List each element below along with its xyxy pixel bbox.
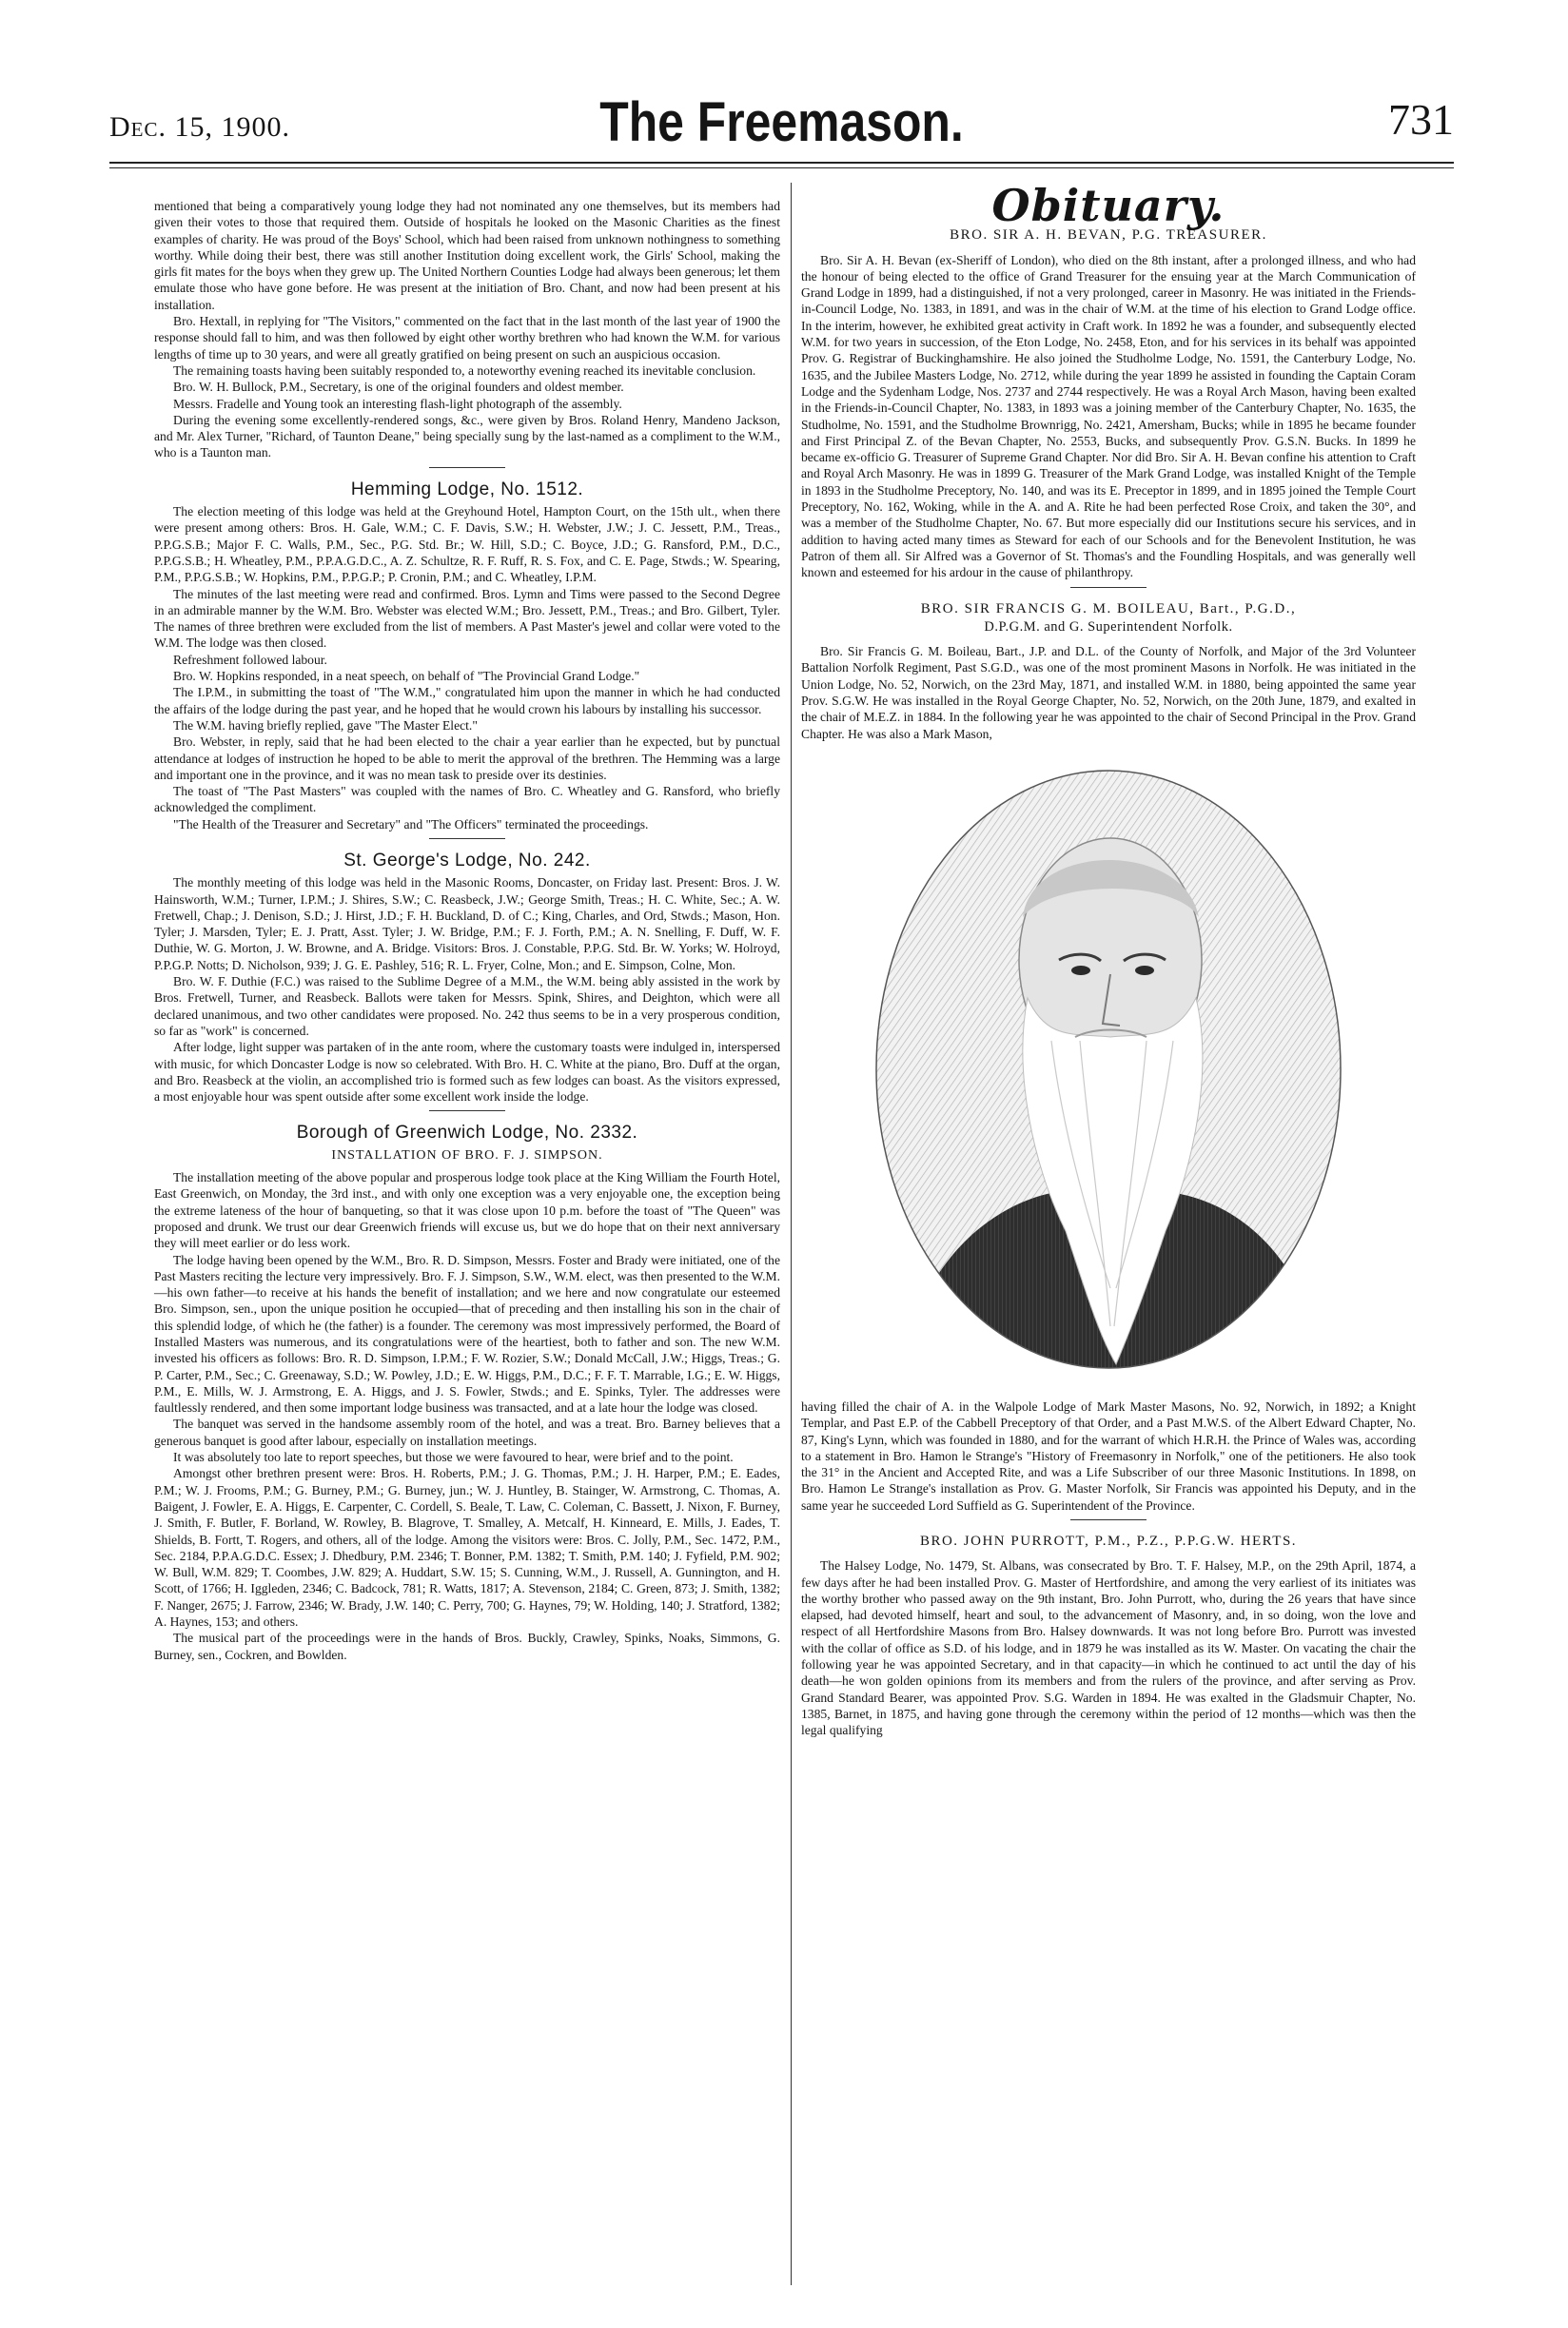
paragraph: It was absolutely too late to report speeches, but those we were favoured to hear, were brief and to the point.	[173, 1450, 734, 1465]
issue-date: Dec. 15, 1900.	[109, 111, 290, 143]
paragraph: Amongst other brethren present were: Bros. H. Roberts, P.M.; J. G. Thomas, P.M.; J. H. Harper, P.M.; E. Eades, P.M.; W. J. Frooms, P.M.; G. Burney, P.M.; G. Burney, jun.; W. J. Huntley, B. Stainger, W. Armstrong, C. Thomas, A. Baigent, J. Fowler, E. A. Higgs, E. Carpenter, C. Cordell, S. Beale, T. Law, C. Coleman, C. Bassett, J. Nixon, F. Burney, J. Smith, F. Butler, F. Borland, W. Rowley, B. Blagrove, T. Smalley, A. Metcalf, H. Kinneard, E. Mills, J. Eades, T. Shields, B. Fortt, T. Rogers, and others, all of the lodge. Among the visitors were: Bros. C. Jolly, P.M., Sec. 1472, P.M., Sec. 2184, P.P.A.G.D.C. Essex; J. Dhedbury, P.M. 2346; T. Bonner, P.M. 1382; T. Smith, P.M. 140; J. Fyfield, P.M. 902; W. Bull, W.M. 829; T. Coombes, J.W. 829; A. Huddart, S.W. 15; S. Cunning, W.M., J. Russell, A. Gunnington, and H. Scott, of 1766; H. Iggleden, 2346; C. Badcock, 781; R. Watts, 1817; A. Stevenson, 2184; C. Green, 873; J. Smith, 1382; F. Nanger, 2675; J. Farrow, 2346; W. Brady, J.W. 140; C. Perry, 700; G. Haynes, 79; W. Holding, 140; J. Stratford, 1382; A. Haynes, 153; and others.	[154, 1466, 780, 1630]
obituary-heading: BRO. SIR FRANCIS G. M. BOILEAU, Bart., P.G.D.,	[920, 600, 1297, 616]
st-georges-lodge-article	[154, 852, 780, 1105]
paragraph: The election meeting of this lodge was held at the Greyhound Hotel, Hampton Court, on the 15th ult., when there were present among others: Bros. H. Gale, W.M.; C. F. Davis, S.W.; H. Webster, J.W.; J. C. Jessett, P.M., Treas., P.P.G.S.B.; Major F. C. Walls, P.M., Sec., P.G. Std. Br.; W. Hill, S.D.; C. Boyce, J.D.; G. Ransford, P.M., D.C., P.P.G.S.B.; H. Wheatley, P.M., P.P.A.G.D.C., A. Z. Schultze, R. F. Ruff, R. S. Fox, and C. E. Page, Stwds.; W. Spearing, P.M., P.P.G.S.B.; W. Hopkins, P.M., P.P.G.P.; P. Cronin, P.M.; and C. Wheatley, I.P.M.	[154, 504, 780, 585]
right-column	[801, 180, 1416, 1739]
boileau-obituary	[801, 601, 1416, 1514]
paragraph: Bro. Sir A. H. Bevan (ex-Sheriff of London), who died on the 8th instant, after a prolonged illness, and who had the honour of being elected to the office of Grand Treasurer for the ensuing year at the March Communication of Grand Lodge in 1899, had a distinguished, if not a very prolonged, career in Masonry. He was initiated in the Friends-in-Council Lodge, No. 1383, in 1891, and was in the chair of W.M. at the time of his election to Grand Lodge office. In the interim, however, he exhibited great activity in Craft work. In 1892 he was a founder, and subsequently elected W.M. for two years in succession, of the Eton Lodge, No. 2458, Eton, and for his services in its behalf was appointed Prov. G. Registrar of Buckinghamshire. He also joined the Studholme Lodge, No. 1591, the Canterbury Lodge, No. 1635, and the Jubilee Masters Lodge, No. 2712, while during the year 1899 he assisted in founding the Captain Coram Lodge and the Sydenham Lodge, Nos. 2737 and 2744 respectively. He was a Royal Arch Mason, having been exalted in the Friends-in-Council Chapter, No. 1383, in 1893 was a joining member of the Canterbury Chapter, No. 1635, the Studholme, No. 1591, and the Studholme Brownrigg, No. 2421, Amersham, Bucks; while in 1895 he became founder and First Principal Z. of the Bevan Chapter, No. 2553, Bucks, and subsequently Prov. G.S.N. Bucks. In 1899 he became ex-officio G. Treasurer of Supreme Grand Chapter. Nor did Bro. Sir A. H. Bevan confine his attention to Craft and Royal Arch Masonry. He was in 1899 G. Treasurer of the Mark Grand Lodge, was installed Knight of the Temple in 1893 in the Studholme Preceptory, No. 140, and was its E. Preceptor in 1899, and in 1895 joined the Temple Court Preceptory, No. 162, Woking, while in the A. and A. Rite he had been perfected Rose Croix, and taken the 30°, and was a member of the Studholme Chapter, No. 67. But more especially did our Institutions secure his services, and in addition to having acted many times as Steward for each of our Schools and for the Benevolent Institution, he was Patron of them all. Sir Alfred was a Governor of St. Thomas's and the Foundling Hospitals, and was generally well known and esteemed for his ardour in the cause of philanthropy.	[801, 252, 1416, 580]
paragraph: "The Health of the Treasurer and Secretary" and "The Officers" terminated the proceedings.	[173, 816, 649, 831]
paragraph: The monthly meeting of this lodge was held in the Masonic Rooms, Doncaster, on Friday last. Present: Bros. J. W. Hainsworth, W.M.; Turner, I.P.M.; J. Shires, S.W.; C. Reasbeck, J.W.; George Smith, Treas.; H. C. White, Sec.; A. W. Fretwell, Chap.; J. Denison, S.D.; J. Hirst, J.D.; F. H. Buckland, D. of C.; King, Charles, and Ord, Stwds.; Mason, Hon. Tyler; J. Marsden, Tyler; E. J. Pratt, Asst. Tyler; J. W. Bridge, P.M.; F. J. Forth, P.M.; A. N. Snelling, F. Duff, W. F. Duthie, W. G. Morton, J. W. Browne, and A. Bridge. Visitors: Bros. J. Constable, P.P.G. Std. Br. W. Yorks; W. Holroyd, P.P.G.P. Notts; D. Nicholson, 939; J. G. E. Pashley, 516; R. L. Fryer, Colne, Mon.; and E. Simpson, Colne, Mon.	[154, 875, 780, 972]
paragraph: Bro. W. F. Duthie (F.C.) was raised to the Sublime Degree of a M.M., the W.M. being ably assisted in the work by Bros. Fretwell, Turner, and Reasbeck. Ballots were taken for Messrs. Spink, Shires, and Deighton, which were all declared unanimous, and two other candidates were proposed. No. 242 thus seems to be in a very prosperous condition, so far as "work" is concerned.	[154, 974, 780, 1038]
paragraph: The Halsey Lodge, No. 1479, St. Albans, was consecrated by Bro. T. F. Halsey, M.P., on the 29th April, 1874, a few days after he had been installed Prov. G. Master of Hertfordshire, and among the very earliest of its initiates was the worthy brother who passed away on the 9th instant, Bro. John Purrott, who, during the 26 years that have since elapsed, had devoted himself, heart and soul, to the advancement of Masonry, and, in so doing, won the love and respect of all Hertfordshire Masons from Bro. Halsey downwards. It was not long before Bro. Purrott was invested with the collar of office as S.D. of his lodge, and in 1879 he was installed as its W. Master. On vacating the chair the following year he was appointed Secretary, and in that capacity—in which he continued to act until the day of his death—he won golden opinions from its members and from the rulers of the province, and after serving as Prov. Grand Standard Bearer, was appointed Prov. S.G. Warden in 1894. He was exalted in the Gladsmuir Chapter, No. 1385, Barnet, in 1875, and having gone through the ceremony within the period of 12 months—which was then the legal qualifying	[801, 1558, 1416, 1738]
masthead	[109, 90, 1454, 159]
paragraph: The minutes of the last meeting were read and confirmed. Bros. Lymn and Tims were passed to the Second Degree in an admirable manner by the W.M. Bro. Webster was elected W.M.; Bro. Jessett, P.M., Treas.; and Bro. Gilbert, Tyler. The names of three brethren were excluded from the list of members. A Past Master's jewel and collar were voted to the W.M. The lodge was then closed.	[154, 586, 780, 651]
paragraph: Bro. Webster, in reply, said that he had been elected to the chair a year earlier than he expected, but by punctual attendance at lodges of instruction he hoped to be able to merit the approval of the brethren. The Hemming was a large and important one in the province, and it was no mean task to preside over its destinies.	[154, 734, 780, 782]
bevan-obituary	[801, 227, 1416, 580]
section-rule	[1070, 1519, 1147, 1520]
paragraph: The banquet was served in the handsome assembly room of the hotel, and was a treat. Bro. Barney believes that a generous banquet is good after labour, especially on installation meetings.	[154, 1417, 780, 1448]
paragraph: having filled the chair of A. in the Walpole Lodge of Mark Master Masons, No. 92, Norwich, in 1892; a Knight Templar, and Past E.P. of the Cabbell Preceptory of that Order, and a Past M.W.S. of the Albert Edward Chapter, No. 87, King's Lynn, which was founded in 1880, and for the warrant of which H.R.H. the Prince of Wales was, according to a statement in Bro. Hamon le Strange's "History of Freemasonry in Norfolk," one of the petitioners. He also took the 31° in the Ancient and Accepted Rite, and was a Life Subscriber of our three Masonic Institutions. In 1898, on Bro. Hamon Le Strange's installation as Prov. G. Master Norfolk, Sir Francis was appointed his Deputy, and in the same year he succeeded Lord Suffield as G. Superintendent of the Province.	[801, 1399, 1416, 1513]
paragraph: The W.M. having briefly replied, gave "The Master Elect."	[173, 717, 478, 733]
paragraph: The toast of "The Past Masters" was coupled with the names of Bro. C. Wheatley and G. Ransford, who briefly acknowledged the compliment.	[154, 784, 780, 815]
obituary-heading: BRO. JOHN PURROTT, P.M., P.Z., P.P.G.W. HERTS.	[919, 1533, 1298, 1549]
paragraph: The musical part of the proceedings were in the hands of Bros. Buckly, Crawley, Spinks, Noaks, Simmons, G. Burney, sen., Cockren, and Bowlden.	[154, 1631, 780, 1662]
section-heading: Borough of Greenwich Lodge, No. 2332.	[296, 1123, 638, 1144]
paragraph: Bro. Sir Francis G. M. Boileau, Bart., J.P. and D.L. of the County of Norfolk, and Major of the 3rd Volunteer Battalion Norfolk Regiment, Past S.G.D., was one of the most prominent Masons in Norfolk. He was initiated in the Union Lodge, No. 52, Norwich, on the 23rd May, 1871, and installed W.M. in 1880, being appointed the same year Prov. S.G.W. He was installed in the Royal George Chapter, No. 52, Norwich, on the 20th June, 1879, and exalted in the chair of M.E.Z. in 1884. In the following year he was appointed to the chair of Second Principal in the Prov. Grand Chapter. He was also a Mark Mason,	[801, 644, 1416, 741]
paragraph: mentioned that being a comparatively young lodge they had not nominated any one themselves, but its members had given their votes to those that required them. Outside of hospitals he looked on the Masonic Charities as the finest examples of charity. He was proud of the Boys' School, which had been raised from unknown nothingness to something worthy. While doing their best, there was still another Institution doing excellent work, the Girls' School, making the girls fit mates for the boys when they grew up. The United Northern Counties Lodge had always been generous; let them emulate those who have gone before. He was present at the initiation of Bro. Chant, and now had been present at his installation.	[154, 199, 780, 312]
paragraph: Refreshment followed labour.	[173, 652, 327, 667]
section-heading: St. George's Lodge, No. 242.	[343, 850, 591, 871]
obituary-title: Obituary.	[991, 180, 1225, 231]
section-subheading: INSTALLATION OF BRO. F. J. SIMPSON.	[331, 1147, 603, 1163]
paragraph: Bro. W. H. Bullock, P.M., Secretary, is one of the original founders and oldest member.	[173, 380, 624, 395]
paragraph: The installation meeting of the above popular and prosperous lodge took place at the King William the Fourth Hotel, East Greenwich, on Monday, the 3rd inst., and with only one exception was a very enjoyable one, the exception being the extreme lateness of the hour of banqueting, so that it was close upon 10 p.m. before the toast of "The Queen" was proposed and drunk. We trust our dear Greenwich friends will excuse us, but we do hope that on their next anniversary they will meet earlier or do less work.	[154, 1170, 780, 1251]
section-rule	[1070, 587, 1147, 588]
paragraph: During the evening some excellently-rendered songs, &c., were given by Bros. Roland Henry, Mandeno Jackson, and Mr. Alex Turner, "Richard, of Taunton Deane," being specially sung by the last-named as a compliment to the W.M., who is a Taunton man.	[154, 412, 780, 460]
header-rule	[109, 162, 1454, 164]
paragraph: The I.P.M., in submitting the toast of "The W.M.," congratulated him upon the manner in which he had conducted the affairs of the lodge during the past year, and he hoped that he would crown his labours by installing his successor.	[154, 685, 780, 716]
header-rule-thin	[109, 167, 1454, 168]
intro-article	[154, 198, 780, 461]
paragraph: The remaining toasts having been suitably responded to, a noteworthy evening reached its inevitable conclusion.	[173, 362, 756, 378]
page-number: 731	[1388, 95, 1454, 144]
paragraph: After lodge, light supper was partaken of in the ante room, where the customary toasts were indulged in, interspersed with music, for which Doncaster Lodge is now so celebrated. With Bro. H. C. White at the piano, Bro. Duff at the organ, and Bro. Reasbeck at the violin, an accomplished trio is formed such as few lodges can boast. As the visitors expressed, a most enjoyable hour was spent outside after some excellent work inside the lodge.	[154, 1040, 780, 1105]
paragraph: Bro. W. Hopkins responded, in a neat speech, on behalf of "The Provincial Grand Lodge."	[173, 669, 640, 684]
section-rule	[429, 467, 505, 468]
section-heading: Hemming Lodge, No. 1512.	[350, 479, 584, 499]
left-column	[154, 198, 780, 1663]
paragraph: Messrs. Fradelle and Young took an interesting flash-light photograph of the assembly.	[173, 396, 622, 411]
column-divider	[791, 183, 792, 2285]
newspaper-title: The Freemason.	[599, 91, 964, 153]
hemming-lodge-article	[154, 481, 780, 832]
section-rule	[429, 1110, 505, 1111]
obituary-heading: BRO. SIR A. H. BEVAN, P.G. TREASURER.	[950, 227, 1267, 244]
paragraph: Bro. Hextall, in replying for "The Visitors," commented on the fact that in the last month of the last year of 1900 the response should fall to him, and was then followed by eight other worthy brethren who had known the W.M. for various lengths of time up to 30 years, and were all greatly gratified on being present on such an auspicious occasion.	[154, 314, 780, 362]
purrott-obituary	[801, 1534, 1416, 1739]
greenwich-lodge-article	[154, 1125, 780, 1663]
section-rule	[429, 838, 505, 839]
paragraph: The lodge having been opened by the W.M., Bro. R. D. Simpson, Messrs. Foster and Brady were initiated, one of the Past Masters reciting the lecture very impressively. Bro. F. J. Simpson, S.W., W.M. elect, was then presented to the W.M.—his own father—to receive at his hands the benefit of installation; and we here and now congratulate our esteemed Bro. Simpson, sen., upon the unique position he occupied—that of preceding and then installing his son in the chair of this splendid lodge, of which he (the father) is a founder. The ceremony was most impressively performed, the Board of Installed Masters was numerous, and its congratulations were of the heartiest, both to father and son. The new W.M. invested his officers as follows: Bro. R. D. Simpson, I.P.M.; F. W. Rozier, S.W.; Donald McCall, J.W.; Higgs, Treas.; G. P. Carter, P.M., Sec.; C. Greenaway, S.D.; W. Powley, J.D.; E. W. Higgs, P.M., D.C.; F. F. T. Marrable, I.G.; E. W. Higgs, P.M., E. Mills, W. J. Armstrong, E. A. Higgs, and J. S. Fowler, Stwds.; and E. Spinks, Tyler. The addresses were faultlessly rendered, and then some important lodge business was transacted, and at a late hour the lodge was closed.	[154, 1252, 780, 1416]
portrait-engraving	[861, 755, 1356, 1383]
obituary-subheading: D.P.G.M. and G. Superintendent Norfolk.	[984, 618, 1233, 635]
